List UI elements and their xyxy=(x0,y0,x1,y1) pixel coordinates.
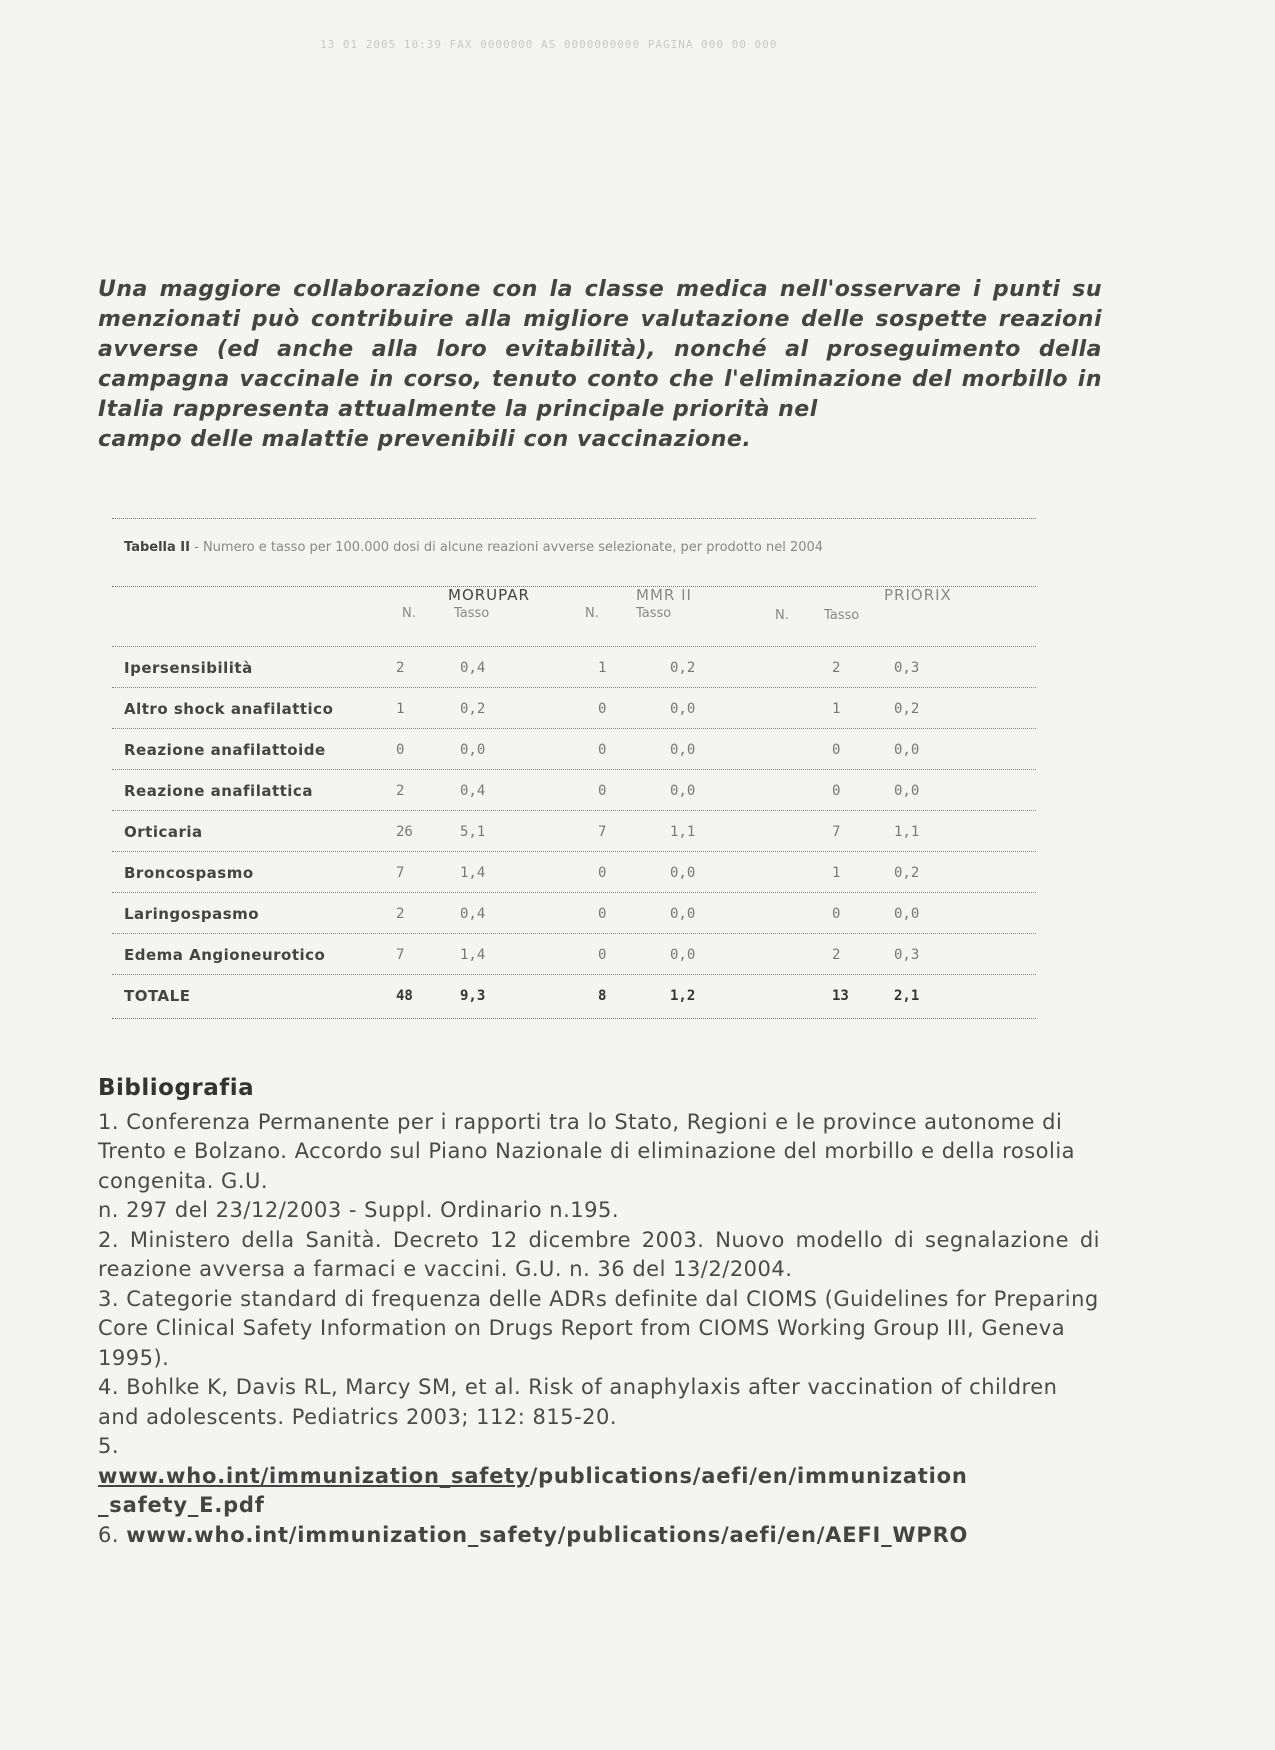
cell-n: 0 xyxy=(832,742,841,758)
cell-tasso: 9,3 xyxy=(460,988,486,1004)
cell-n: 7 xyxy=(396,865,405,881)
cell-tasso: 0,4 xyxy=(460,783,486,799)
fax-header: 13 01 2005 10:39 FAX 0000000 AS 0000000000 PAGINA 000 00 000 xyxy=(320,38,778,51)
row-label: Edema Angioneurotico xyxy=(124,946,326,964)
cell-n: 1 xyxy=(832,701,841,717)
cell-tasso: 1,2 xyxy=(670,988,696,1004)
cell-n: 2 xyxy=(396,783,405,799)
reference-4: 4. Bohlke K, Davis RL, Marcy SM, et al. Risk of anaphylaxis after vaccination of children and adolescents. Pediatrics 2003; 112: 815-20. xyxy=(98,1375,1058,1429)
row-label: Ipersensibilità xyxy=(124,659,253,677)
cell-tasso: 0,0 xyxy=(670,947,696,963)
row-label: Laringospasmo xyxy=(124,905,260,923)
bibliography xyxy=(98,1074,1100,1550)
table-caption-text: - Numero e tasso per 100.000 dosi di alcune reazioni avverse selezionate, per prodotto nel 2004 xyxy=(189,540,824,555)
reference-5-link[interactable] xyxy=(98,1462,1100,1492)
cell-tasso: 0,0 xyxy=(670,906,696,922)
cell-n: 2 xyxy=(832,660,841,676)
cell-n: 2 xyxy=(396,906,405,922)
row-label: TOTALE xyxy=(124,987,191,1005)
cell-tasso: 0,0 xyxy=(670,701,696,717)
cell-tasso: 0,0 xyxy=(894,906,920,922)
intro-paragraph xyxy=(98,275,1102,455)
cell-n: 0 xyxy=(598,947,607,963)
product-morupar: MORUPAR xyxy=(448,586,530,604)
table-caption-label: Tabella II xyxy=(124,540,190,555)
cell-n: 7 xyxy=(598,824,607,840)
table-bottom-rule xyxy=(112,1018,1036,1019)
cell-tasso: 0,3 xyxy=(894,947,920,963)
col-n-morupar: N. xyxy=(402,606,416,621)
col-tasso-priorix: Tasso xyxy=(824,608,860,623)
table-row xyxy=(112,892,1036,934)
cell-n: 48 xyxy=(396,988,413,1004)
cell-n: 7 xyxy=(396,947,405,963)
cell-n: 0 xyxy=(598,742,607,758)
row-label: Reazione anafilattoide xyxy=(124,741,326,759)
row-label: Reazione anafilattica xyxy=(124,782,313,800)
cell-tasso: 1,4 xyxy=(460,865,486,881)
col-n-mmr: N. xyxy=(585,606,599,621)
product-mmr-ii: MMR II xyxy=(636,586,692,604)
intro-text: Una maggiore collaborazione con la classe medica nell'osservare i punti su menzionati può contribuire alla migliore valutazione delle sospette reazioni avverse (ed anche alla loro evitabilità), nonché al proseguimento della campagna vaccinale in corso, tenuto conto che l'eliminazione del morbillo in Italia rappresenta attualmente la principale priorità nel xyxy=(98,277,1102,422)
cell-n: 0 xyxy=(832,906,841,922)
reference-1-continued: n. 297 del 23/12/2003 - Suppl. Ordinario n.195. xyxy=(98,1198,619,1222)
cell-n: 0 xyxy=(598,906,607,922)
cell-tasso: 0,0 xyxy=(670,865,696,881)
cell-tasso: 0,2 xyxy=(460,701,486,717)
row-label: Altro shock anafilattico xyxy=(124,700,334,718)
table-row xyxy=(112,769,1036,811)
reference-2: 2. Ministero della Sanità. Decreto 12 dicembre 2003. Nuovo modello di segnalazione di reazione avversa a farmaci e vaccini. G.U. n. 36 del 13/2/2004. xyxy=(98,1227,1100,1281)
cell-tasso: 2,1 xyxy=(894,988,920,1004)
cell-n: 0 xyxy=(598,865,607,881)
cell-n: 0 xyxy=(832,783,841,799)
reference-5-link-end[interactable]: _safety_E.pdf xyxy=(98,1493,265,1517)
reference-6 xyxy=(98,1521,1100,1551)
cell-n: 0 xyxy=(396,742,405,758)
cell-tasso: 0,2 xyxy=(670,660,696,676)
cell-tasso: 1,4 xyxy=(460,947,486,963)
cell-tasso: 0,4 xyxy=(460,906,486,922)
table-row xyxy=(112,810,1036,852)
cell-n: 7 xyxy=(832,824,841,840)
cell-tasso: 0,2 xyxy=(894,701,920,717)
table-ii xyxy=(112,518,1036,1020)
col-tasso-morupar: Tasso xyxy=(454,606,490,621)
cell-tasso: 0,2 xyxy=(894,865,920,881)
cell-tasso: 0,0 xyxy=(894,783,920,799)
cell-n: 0 xyxy=(598,783,607,799)
reference-6-number: 6. xyxy=(98,1522,127,1547)
cell-n: 0 xyxy=(598,701,607,717)
cell-n: 1 xyxy=(396,701,405,717)
cell-n: 1 xyxy=(832,865,841,881)
cell-tasso: 5,1 xyxy=(460,824,486,840)
table-caption xyxy=(124,540,823,555)
cell-n: 2 xyxy=(832,947,841,963)
cell-tasso: 0,0 xyxy=(460,742,486,758)
intro-last-line: campo delle malattie prevenibili con vaccinazione. xyxy=(98,427,752,452)
cell-tasso: 0,0 xyxy=(894,742,920,758)
reference-1: 1. Conferenza Permanente per i rapporti tra lo Stato, Regioni e le province autonome di Trento e Bolzano. Accordo sul Piano Nazionale di eliminazione del morbillo e della rosolia congenita. G.U. xyxy=(98,1109,1076,1193)
cell-n: 13 xyxy=(832,988,849,1004)
cell-n: 1 xyxy=(598,660,607,676)
table-row xyxy=(112,728,1036,770)
reference-5-number: 5. xyxy=(98,1434,120,1458)
table-row xyxy=(112,646,1036,688)
reference-5-url-part-a[interactable]: www.who.int/immunization_safety xyxy=(98,1463,530,1488)
table-total-row xyxy=(112,974,1036,1016)
cell-n: 2 xyxy=(396,660,405,676)
cell-tasso: 0,4 xyxy=(460,660,486,676)
cell-tasso: 0,3 xyxy=(894,660,920,676)
cell-n: 8 xyxy=(598,988,607,1004)
cell-tasso: 1,1 xyxy=(894,824,920,840)
bibliography-title: Bibliografia xyxy=(98,1075,255,1101)
cell-tasso: 0,0 xyxy=(670,742,696,758)
reference-3: 3. Categorie standard di frequenza delle ADRs definite dal CIOMS (Guidelines for Preparing Core Clinical Safety Information on Drugs Report from CIOMS Working Group III, Geneva 1995). xyxy=(98,1286,1099,1370)
cell-n: 26 xyxy=(396,824,413,840)
col-n-priorix: N. xyxy=(775,608,789,623)
product-priorix: PRIORIX xyxy=(884,586,952,604)
row-label: Orticaria xyxy=(124,823,203,841)
table-row xyxy=(112,933,1036,975)
table-top-rule xyxy=(112,518,1036,519)
reference-6-link[interactable]: www.who.int/immunization_safety/publications/aefi/en/AEFI_WPRO xyxy=(126,1522,969,1547)
col-tasso-mmr: Tasso xyxy=(636,606,672,621)
table-row xyxy=(112,687,1036,729)
reference-5-url-part-b[interactable]: /publications/aefi/en/immunization xyxy=(529,1463,968,1488)
table-row xyxy=(112,851,1036,893)
cell-tasso: 0,0 xyxy=(670,783,696,799)
row-label: Broncospasmo xyxy=(124,864,254,882)
cell-tasso: 1,1 xyxy=(670,824,696,840)
